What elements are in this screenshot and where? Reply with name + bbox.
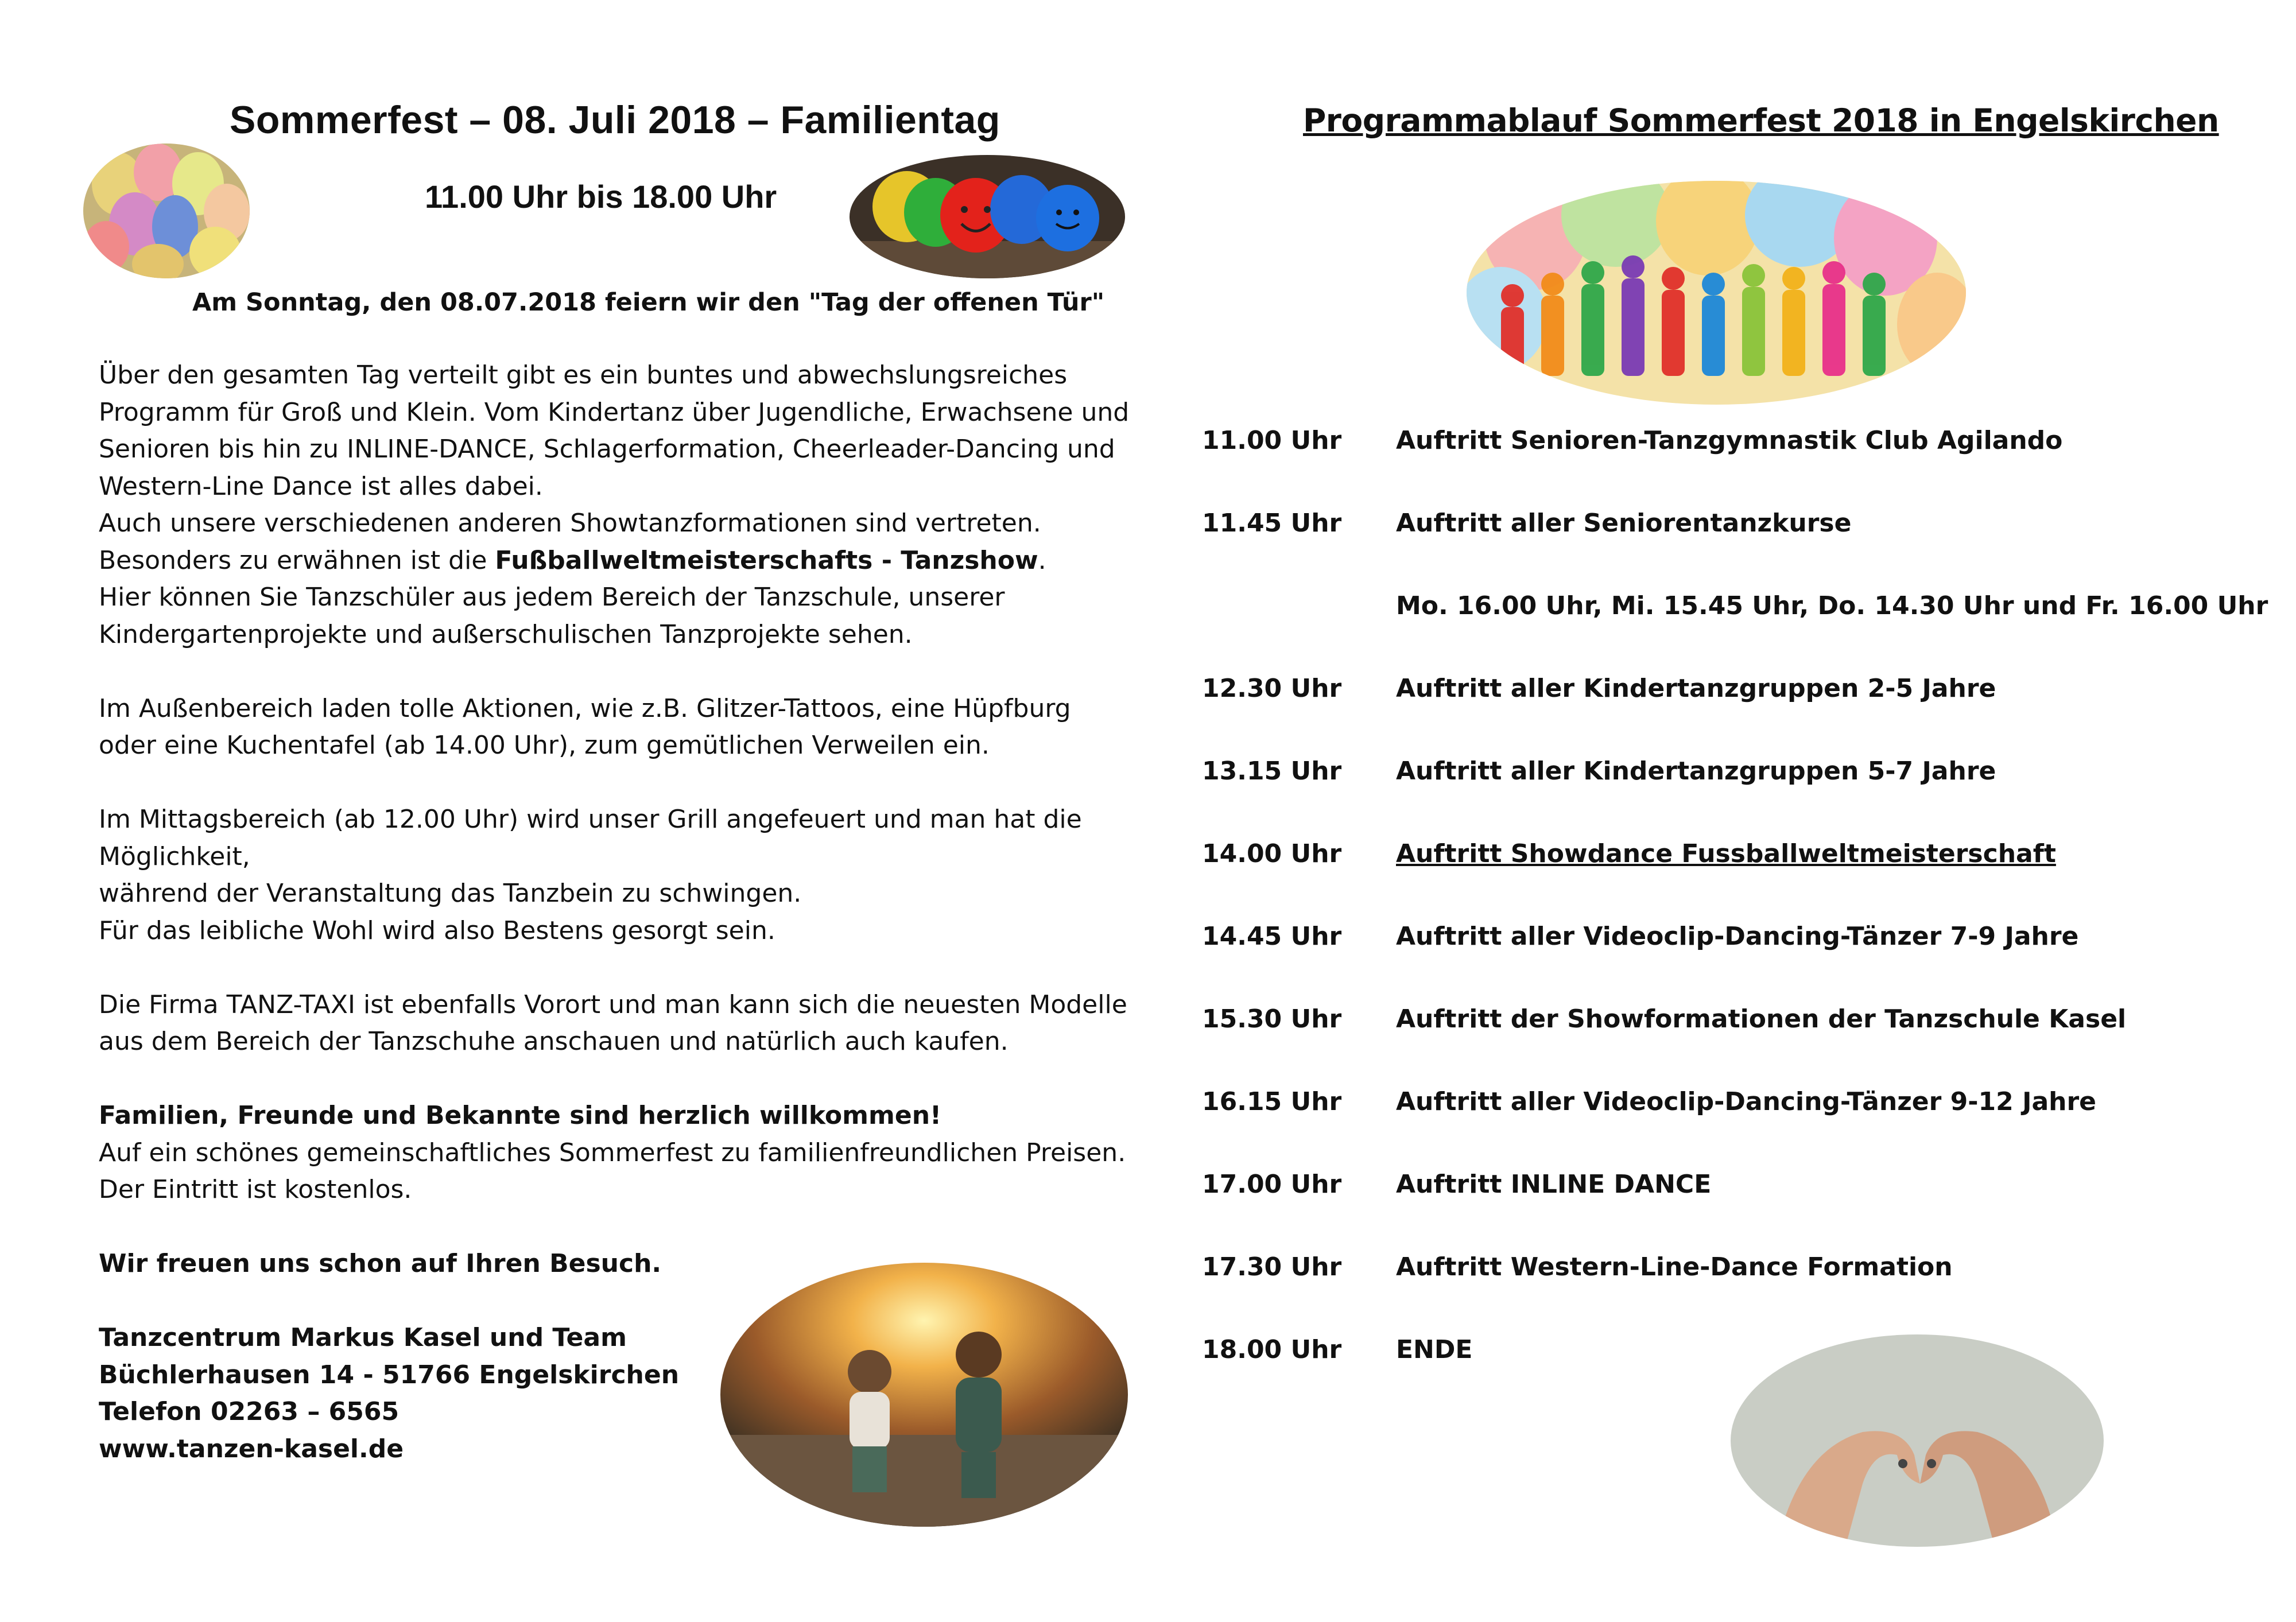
program-time: 14.00 Uhr bbox=[1202, 839, 1342, 868]
program-row bbox=[1202, 839, 2247, 922]
closing-line: Wir freuen uns schon auf Ihren Besuch. bbox=[99, 1249, 662, 1278]
text-line: Hier können Sie Tanzschüler aus jedem Bereich der Tanzschule, unserer bbox=[99, 583, 1005, 612]
program-row bbox=[1202, 674, 2247, 756]
program-row bbox=[1202, 509, 2247, 591]
text-line: Kindergartenprojekte und außerschulischen Tanzprojekte sehen. bbox=[99, 619, 913, 649]
program-event: Auftritt aller Videoclip-Dancing-Tänzer 9-12 Jahre bbox=[1396, 1087, 2097, 1116]
program-event: Auftritt INLINE DANCE bbox=[1396, 1170, 1712, 1199]
program-schedule bbox=[1202, 426, 2268, 1418]
program-event: ENDE bbox=[1396, 1335, 1473, 1364]
paragraph-outdoor bbox=[99, 690, 1132, 765]
welcome-heading: Familien, Freunde und Bekannte sind herzlich willkommen! bbox=[99, 1101, 942, 1130]
text-segment: Besonders zu erwähnen ist die bbox=[99, 545, 495, 575]
program-title: Programmablauf Sommerfest 2018 in Engelskirchen bbox=[1303, 102, 2219, 139]
program-time: 16.15 Uhr bbox=[1202, 1087, 1342, 1116]
page-title: Sommerfest – 08. Juli 2018 – Familientag bbox=[230, 98, 1000, 142]
dancing-silhouettes-image bbox=[1467, 181, 1966, 405]
paragraph-tanz-taxi bbox=[99, 987, 1132, 1061]
text-line: Über den gesamten Tag verteilt gibt es ein buntes und abwechslungsreiches bbox=[99, 360, 1068, 390]
program-event: Auftritt aller Seniorentanzkurse bbox=[1396, 509, 1852, 538]
text-line: Möglichkeit, bbox=[99, 841, 250, 871]
text-line: während der Veranstaltung das Tanzbein zu schwingen. bbox=[99, 879, 802, 908]
text-line: Der Eintritt ist kostenlos. bbox=[99, 1175, 412, 1204]
smiley-balloons-image bbox=[850, 155, 1125, 278]
program-time: 11.00 Uhr bbox=[1202, 426, 1342, 455]
highlight-tanzshow: Fußballweltmeisterschafts - Tanzshow bbox=[495, 545, 1038, 575]
program-time: 15.30 Uhr bbox=[1202, 1004, 1342, 1034]
contact-phone: Telefon 02263 – 6565 bbox=[99, 1397, 400, 1426]
text-line: Auch unsere verschiedenen anderen Showtanzformationen sind vertreten. bbox=[99, 509, 1041, 538]
program-event: Auftritt Senioren-Tanzgymnastik Club Agilando bbox=[1396, 426, 2063, 455]
program-event: Auftritt aller Videoclip-Dancing-Tänzer 7-9 Jahre bbox=[1396, 922, 2079, 951]
paragraph-program bbox=[99, 357, 1132, 653]
children-sunset-image bbox=[720, 1263, 1128, 1527]
program-row bbox=[1202, 756, 2247, 839]
intro-line: Am Sonntag, den 08.07.2018 feiern wir den "Tag der offenen Tür" bbox=[192, 288, 1105, 317]
program-time: 17.30 Uhr bbox=[1202, 1252, 1342, 1282]
program-event: Auftritt Western-Line-Dance Formation bbox=[1396, 1252, 1953, 1282]
text-line: Programm für Groß und Klein. Vom Kindertanz über Jugendliche, Erwachsene und bbox=[99, 397, 1130, 427]
contact-website[interactable]: www.tanzen-kasel.de bbox=[99, 1434, 404, 1464]
text-line: Die Firma TANZ-TAXI ist ebenfalls Vorort und man kann sich die neuesten Modelle bbox=[99, 990, 1127, 1019]
program-time: 17.00 Uhr bbox=[1202, 1170, 1342, 1199]
program-event: Auftritt aller Kindertanzgruppen 5-7 Jahre bbox=[1396, 756, 1996, 786]
text-line bbox=[99, 542, 1132, 580]
paragraph-lunch bbox=[99, 801, 1132, 949]
contact-name: Tanzcentrum Markus Kasel und Team bbox=[99, 1323, 627, 1352]
program-time: 13.15 Uhr bbox=[1202, 756, 1342, 786]
program-row bbox=[1202, 1170, 2247, 1252]
program-row bbox=[1202, 1252, 2247, 1335]
program-time: 12.30 Uhr bbox=[1202, 674, 1342, 703]
paragraph-welcome bbox=[99, 1097, 1132, 1209]
text-line: Im Mittagsbereich (ab 12.00 Uhr) wird unser Grill angefeuert und man hat die bbox=[99, 805, 1082, 834]
program-row bbox=[1202, 922, 2247, 1004]
program-row bbox=[1202, 591, 2268, 674]
event-hours: 11.00 Uhr bis 18.00 Uhr bbox=[425, 179, 777, 215]
program-event: Auftritt Showdance Fussballweltmeisterschaft bbox=[1396, 839, 2056, 868]
text-line: aus dem Bereich der Tanzschuhe anschauen und natürlich auch kaufen. bbox=[99, 1027, 1009, 1056]
text-line: Im Außenbereich laden tolle Aktionen, wie z.B. Glitzer-Tattoos, eine Hüpfburg bbox=[99, 693, 1071, 723]
balloons-image-left bbox=[83, 143, 250, 278]
hands-image bbox=[1731, 1334, 2104, 1547]
program-row bbox=[1202, 1004, 2247, 1087]
text-line: Für das leibliche Wohl wird also Bestens gesorgt sein. bbox=[99, 915, 775, 945]
text-segment: . bbox=[1038, 545, 1046, 575]
contact-address: Büchlerhausen 14 - 51766 Engelskirchen bbox=[99, 1360, 680, 1390]
program-row bbox=[1202, 1087, 2247, 1170]
text-line: Western-Line Dance ist alles dabei. bbox=[99, 471, 543, 501]
program-event: Auftritt der Showformationen der Tanzschule Kasel bbox=[1396, 1004, 2127, 1034]
program-time: 14.45 Uhr bbox=[1202, 922, 1342, 951]
program-time: 11.45 Uhr bbox=[1202, 509, 1342, 538]
program-event: Mo. 16.00 Uhr, Mi. 15.45 Uhr, Do. 14.30 Uhr und Fr. 16.00 Uhr bbox=[1396, 591, 2268, 620]
program-event: Auftritt aller Kindertanzgruppen 2-5 Jahre bbox=[1396, 674, 1996, 703]
program-row bbox=[1202, 426, 2247, 509]
text-line: Auf ein schönes gemeinschaftliches Sommerfest zu familienfreundlichen Preisen. bbox=[99, 1138, 1126, 1167]
program-time: 18.00 Uhr bbox=[1202, 1335, 1342, 1364]
text-line: oder eine Kuchentafel (ab 14.00 Uhr), zum gemütlichen Verweilen ein. bbox=[99, 731, 990, 760]
text-line: Senioren bis hin zu INLINE-DANCE, Schlagerformation, Cheerleader-Dancing und bbox=[99, 434, 1115, 464]
